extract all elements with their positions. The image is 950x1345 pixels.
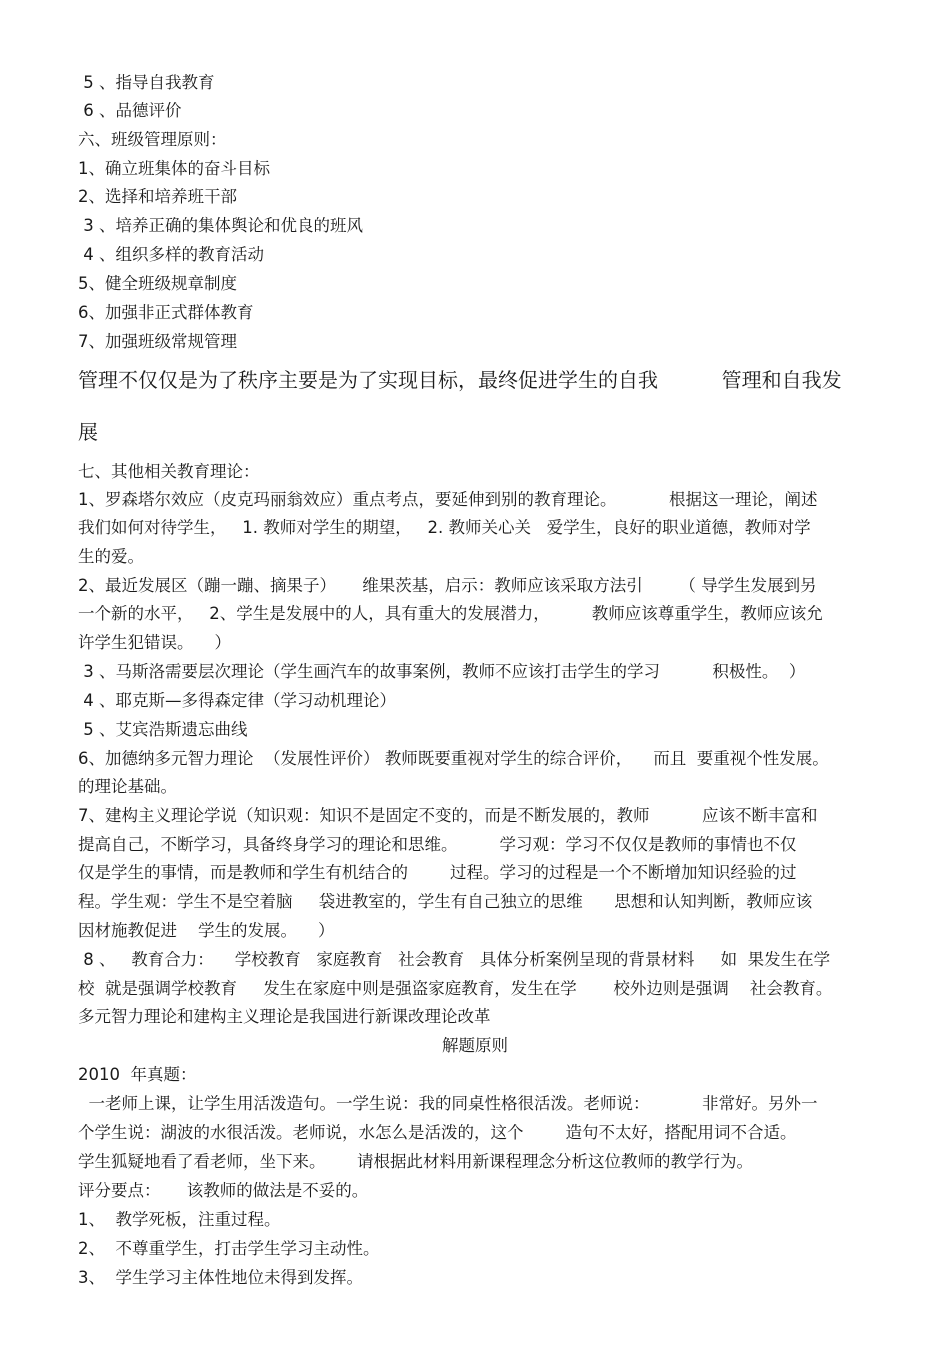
text-line: 个学生说：湖波的水很活泼。老师说，水怎么是活泼的，这个 造句不太好，搭配用词不合适。: [78, 1123, 797, 1142]
text-line: 6、加德纳多元智力理论 （发展性评价） 教师既要重视对学生的综合评价， 而且 要重视个性发展。: [78, 749, 829, 768]
text-line: 一个新的水平， 2、学生是发展中的人，具有重大的发展潜力， 教师应该尊重学生，教师应该允: [78, 604, 823, 623]
emphasis-line: 管理不仅仅是为了秩序主要是为了实现目标，最终促进学生的自我 管理和自我发: [78, 368, 842, 392]
text-line: 6、加强非正式群体教育: [78, 303, 254, 322]
text-line: 生的爱。: [78, 547, 144, 566]
centered-heading: 解题原则: [442, 1036, 508, 1055]
text-line: 1、罗森塔尔效应（皮克玛丽翁效应）重点考点，要延伸到别的教育理论。 根据这一理论，阐述: [78, 490, 818, 509]
section-heading: 六、班级管理原则：: [78, 130, 227, 149]
text-line: 4 、耶克斯—多得森定律（学习动机理论）: [78, 691, 396, 710]
text-line: 1、确立班集体的奋斗目标: [78, 159, 270, 178]
text-line: 仅是学生的事情，而是教师和学生有机结合的 过程。学习的过程是一个不断增加知识经验的过: [78, 863, 797, 882]
emphasis-line: 展: [78, 420, 98, 444]
text-line: 2、最近发展区（蹦一蹦、摘果子） 维果茨基，启示：教师应该采取方法引 （ 导学生发展到另: [78, 576, 817, 595]
text-line: 5、健全班级规章制度: [78, 274, 237, 293]
section-heading: 七、其他相关教育理论：: [78, 462, 260, 481]
text-line: 多元智力理论和建构主义理论是我国进行新课改理论改革: [78, 1007, 491, 1026]
text-line: 2010 年真题：: [78, 1065, 197, 1084]
text-line: 3 、培养正确的集体舆论和优良的班风: [78, 216, 363, 235]
text-line: 8 、 教育合力： 学校教育 家庭教育 社会教育 具体分析案例呈现的背景材料 如 果发生在学: [78, 950, 831, 969]
text-line: 3、 学生学习主体性地位未得到发挥。: [78, 1268, 363, 1287]
text-line: 评分要点： 该教师的做法是不妥的。: [78, 1181, 369, 1200]
text-line: 程。学生观：学生不是空着脑 袋进教室的，学生有自己独立的思维 思想和认知判断，教师应该: [78, 892, 813, 911]
text-line: 因材施教促进 学生的发展。 ）: [78, 921, 335, 940]
text-line: 1、 教学死板，注重过程。: [78, 1210, 281, 1229]
text-line: 5 、指导自我教育: [78, 73, 215, 92]
text-line: 3 、马斯洛需要层次理论（学生画汽车的故事案例，教师不应该打击学生的学习 积极性。 ）: [78, 662, 806, 681]
text-line: 2、选择和培养班干部: [78, 187, 237, 206]
text-line: 7、加强班级常规管理: [78, 332, 237, 351]
text-line: 一老师上课，让学生用活泼造句。一学生说：我的同桌性格很活泼。老师说： 非常好。另外一: [78, 1094, 818, 1113]
text-line: 7、建构主义理论学说（知识观：知识不是固定不变的，而是不断发展的，教师 应该不断丰富和: [78, 806, 818, 825]
text-line: 我们如何对待学生， 1. 教师对学生的期望， 2. 教师关心关 爱学生，良好的职业道德，教师对学: [78, 518, 811, 537]
text-line: 学生狐疑地看了看老师，坐下来。 请根据此材料用新课程理念分析这位教师的教学行为。: [78, 1152, 753, 1171]
text-line: 的理论基础。: [78, 777, 177, 796]
text-line: 2、 不尊重学生，打击学生学习主动性。: [78, 1239, 380, 1258]
text-line: 校 就是强调学校教育 发生在家庭中则是强盗家庭教育，发生在学 校外边则是强调 社会教育。: [78, 979, 833, 998]
text-line: 5 、艾宾浩斯遗忘曲线: [78, 720, 248, 739]
text-line: 6 、品德评价: [78, 101, 182, 120]
text-line: 许学生犯错误。 ）: [78, 633, 231, 652]
text-line: 4 、组织多样的教育活动: [78, 245, 264, 264]
text-line: 提高自己，不断学习，具备终身学习的理论和思维。 学习观：学习不仅仅是教师的事情也不仅: [78, 835, 797, 854]
